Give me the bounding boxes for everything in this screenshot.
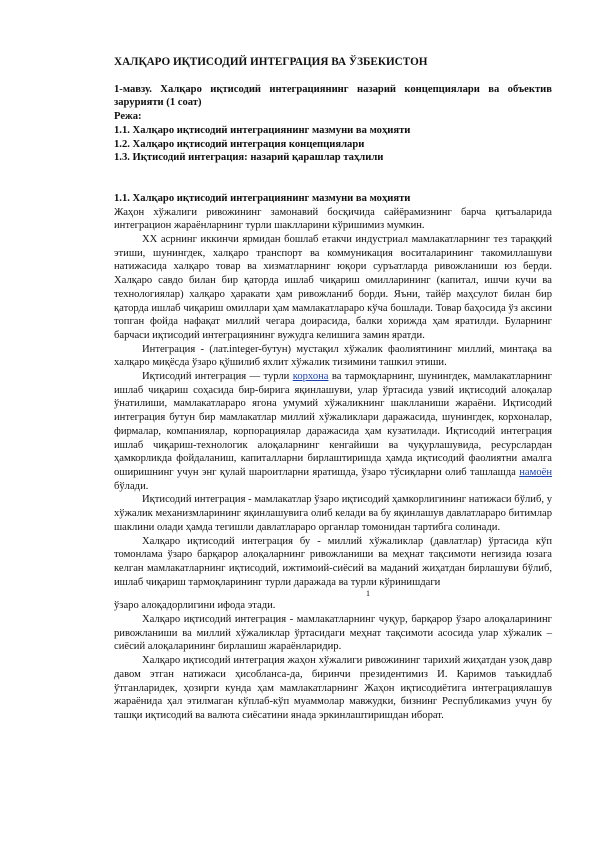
- spacer: [114, 165, 552, 192]
- lesson-heading: [114, 83, 552, 110]
- plan-item-3: 1.3. Иқтисодий интеграция: назарий қарашлар таҳлили: [114, 152, 384, 164]
- plan-label: Режа:: [114, 111, 142, 123]
- section-heading: 1.1. Халқаро иқтисодий интеграциянинг мазмуни ва моҳияти: [114, 192, 411, 204]
- paragraph-3: Интеграция - (лат.integer-бутун) мустақил хўжалик фаолиятининг миллий, минтақа ва халқаро миқёсда ўзаро қўшилиб яхлит хўжалик тизимини ташкил этиши.: [114, 343, 552, 369]
- lesson-heading-text: 1-мавзу. Халқаро иқтисодий интеграциянинг назарий концепциялари ва объектив зарурияти (1 соат): [114, 83, 552, 109]
- paragraph-4-part-b: ва тармоқларнинг, шунингдек, мамлакатларнинг ишлаб чиқариш соҳасида бир-бирига яқинлашуви, улар ўртасида узвий иқтисодий алоқалар ўнатилиши, мамлакатлараро ягона умумий хўжаликнинг шаклланиши жараёни. Иқтисодий интеграция бутун бир мамлакатлар миллий хўжаликлари даражасида, шунингдек, корхоналар, фирмалар, компаниялар, корпорациялар даражасида ҳам кузатилади. Иқтисодий интеграция ишлаб чиқариш-технологик алоқаларнинг кенгайиши ва чуқурлашувида, ресурслардан ҳамкорликда фойдаланиш, капиталларни бирлаштиришда ҳамда иқтисодий фаолиятни амалга оширишнинг учун энг қулай шароитларни яратишда, ўзаро тўсиқларни олиб ташлашда: [114, 371, 552, 478]
- link-korxona[interactable]: корхона: [292, 371, 329, 383]
- paragraph-4-part-c: бўлади.: [114, 480, 149, 492]
- link-namoyon[interactable]: намоён: [519, 466, 552, 478]
- document-page: [114, 56, 552, 723]
- paragraph-2: XX асрнинг иккинчи ярмидан бошлаб етакчи индустриал мамлакатларнинг тез тараққий этиши, шунингдек, халқаро транспорт ва коммуникация воситаларининг такомиллашуви натижасида халқаро товар ва хизматларнинг юқори суръатларда ривожланиши юз берди. Халқаро савдо билан бир қаторда ишлаб чиқариш омилларининг (капитал, ишчи кучи ва технологиялар) халқаро ҳаракати ҳам ривожланиб борди. Яъни, тайёр маҳсулот билан бир қаторда ишлаб чиқариш омиллари ҳам мамлакатлараро кўча бошлади. Товар баҳосида ўз аксини топган фойда нафақат миллий чегара доирасида, балки хорижда ҳам яратилди. Буларнинг барчаси иқтисодий интеграциянинг вужудга келишига замин яратди.: [114, 234, 552, 341]
- paragraph-5: Иқтисодий интеграция - мамлакатлар ўзаро иқтисодий ҳамкорлигининг натижаси бўлиб, у хўжалик механизмларининг яқинлашувига олиб келади ва бу яқинлашув давлатлараро битимлар шаклини олади ҳамда тегишли давлатлараро органлар томонидан тартибга солинади.: [114, 494, 552, 533]
- plan-item-1: 1.1. Халқаро иқтисодий интеграциянинг мазмуни ва моҳияти: [114, 124, 411, 136]
- paragraph-6: Халқаро иқтисодий интеграция бу - миллий хўжаликлар (давлатлар) ўртасида кўп томонлама ўзаро барқарор алоқаларнинг ривожланиши ва меҳнат тақсимоти негизида юзага келган мамлакатларнинг иқтисодий, ижтимоий-сиёсий ва маданий жиҳатдан бирлашуви бўлиб, ишлаб чиқариш тармоқларининг турли даражада ва турли кўринишдаги: [114, 535, 552, 588]
- paragraph-7: Халқаро иқтисодий интеграция - мамлакатларнинг чуқур, барқарор ўзаро алоқаларининг ривожланиши ва миллий хўжаликлар ўртасидаги меҳнат тақсимоти асосида улар хўжалик – сиёсий алоқаларининг бирлашиш жараёнларидир.: [114, 614, 552, 653]
- footnote-marker: 1: [366, 589, 370, 599]
- paragraph-8: Халқаро иқтисодий интеграция жаҳон хўжалиги ривожининг тарихий жиҳатдан узоқ давр давом этган натижаси ҳисобланса-да, биринчи президентимиз И. Каримов таъкидлаб ўтганларидек, ҳозирги кунда ҳам мамлакатларнинг Жаҳон иқтисодиётига интеграциялашув жараёнида ҳал этилмаган кўплаб-кўп муаммолар мавжудки, бизнинг Республикамиз учун бу ташқи иқтисодий ва валюта сиёсатини янада эркинлаштиришдан иборат.: [114, 655, 552, 721]
- paragraph-4-part-a: Иқтисодий интеграция — турли: [142, 371, 293, 383]
- document-title: ХАЛҚАРО ИҚТИСОДИЙ ИНТЕГРАЦИЯ ВА ЎЗБЕКИСТОН: [114, 56, 428, 68]
- paragraph-6-continuation: ўзаро алоқадорлигини ифода этади.: [114, 600, 276, 612]
- plan-item-2: 1.2. Халқаро иқтисодий интеграция концепциялари: [114, 138, 365, 150]
- paragraph-4: [114, 370, 552, 493]
- paragraph-1: Жаҳон хўжалиги ривожининг замонавий босқичида сайёрамизнинг барча қитъаларида интеграцион жараёнларнинг турли шаклларини кўришимиз мумкин.: [114, 206, 552, 232]
